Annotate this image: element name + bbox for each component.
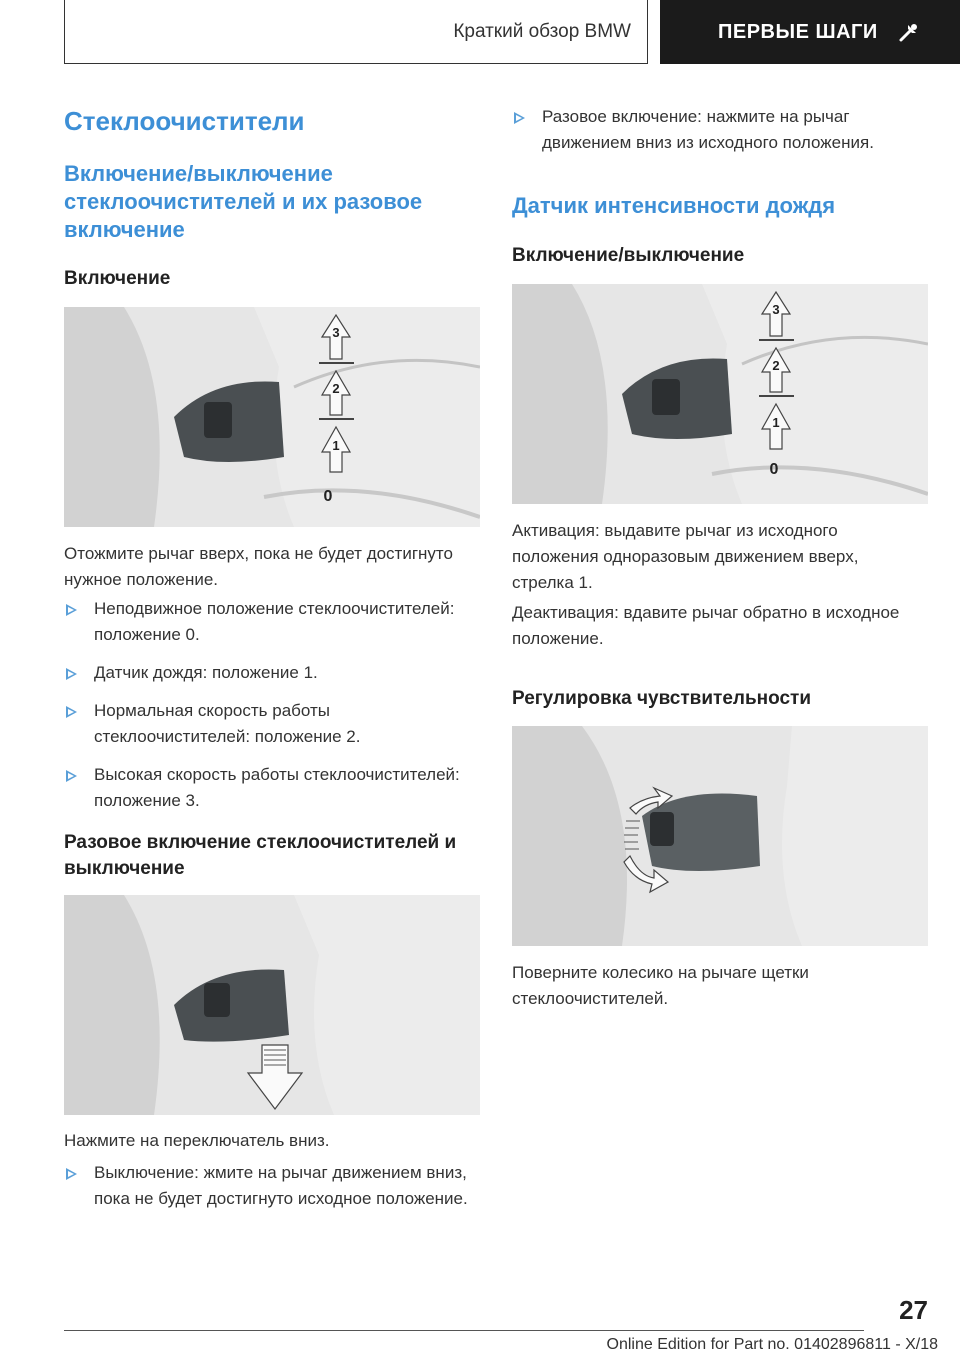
bullet-item: Неподвижное положение стеклоочистителей: положение 0. <box>64 596 480 648</box>
footer-edition: Online Edition for Part no. 01402896811 - X/18 <box>606 1336 938 1353</box>
heading-onoff: Включение/выключение <box>512 245 745 266</box>
fig3-label-2: 2 <box>772 358 780 373</box>
wrench-icon <box>898 21 920 43</box>
triangle-bullet-icon <box>66 604 77 616</box>
section-subtitle: Включение/выключение стеклоочистителей и их разовое включение <box>64 161 423 242</box>
triangle-bullet-icon <box>66 706 77 718</box>
bullet-item: Высокая скорость работы стеклоочистителей: положение 3. <box>64 762 480 814</box>
para-wheel: Поверните колесико на рычаге щетки стеклоочистителей. <box>512 963 809 1008</box>
triangle-bullet-icon <box>66 770 77 782</box>
fig1-label-2: 2 <box>332 381 340 396</box>
para-down: Нажмите на переключатель вниз. <box>64 1131 330 1150</box>
bullet-item: Нормальная скорость работы стеклоочистителей: положение 2. <box>64 698 480 750</box>
footer-divider <box>64 1330 864 1331</box>
para-deactivate: Деактивация: вдавите рычаг обратно в исходное положение. <box>512 603 900 648</box>
fig1-label-3: 3 <box>332 325 340 340</box>
fig1-label-0: 0 <box>323 488 333 505</box>
fig1-label-1: 1 <box>332 438 340 453</box>
fig3-label-3: 3 <box>772 302 780 317</box>
fig3-label-0: 0 <box>769 461 779 478</box>
heading-sensitivity: Регулировка чувствительности <box>512 688 812 709</box>
bullet-item: Разовое включение: нажмите на рычаг движением вниз из исходного положения. <box>512 104 928 156</box>
heading-once: Разовое включение стеклоочистителей и выключение <box>64 832 457 879</box>
bullet-item: Датчик дождя: положение 1. <box>64 660 480 686</box>
page-title: Стеклоочистители <box>64 106 305 136</box>
figure-sensitivity-wheel <box>512 726 928 946</box>
header-chapter-label: ПЕРВЫЕ ШАГИ <box>718 20 878 43</box>
triangle-bullet-icon <box>514 112 525 124</box>
figure-wiper-lever-positions <box>64 307 480 527</box>
page-number: 27 <box>899 1295 928 1325</box>
para-activate: Активация: выдавите рычаг из исходного положения одноразовым движением вверх, стрелка 1. <box>512 521 859 592</box>
triangle-bullet-icon <box>66 1168 77 1180</box>
bullet-item: Выключение: жмите на рычаг движением вниз, пока не будет достигнуто исходное положение. <box>64 1160 480 1212</box>
figure-wiper-lever-down <box>64 895 480 1115</box>
heading-on: Включение <box>64 268 171 289</box>
para-on: Отожмите рычаг вверх, пока не будет достигнуто нужное положение. <box>64 544 453 589</box>
header-chapter <box>660 0 960 64</box>
triangle-bullet-icon <box>66 668 77 680</box>
fig3-label-1: 1 <box>772 415 780 430</box>
figure-rain-sensor-lever <box>512 284 928 504</box>
header-section <box>64 0 648 64</box>
header-section-label: Краткий обзор BMW <box>453 20 631 42</box>
heading-rain-sensor: Датчик интенсивности дождя <box>512 193 836 218</box>
